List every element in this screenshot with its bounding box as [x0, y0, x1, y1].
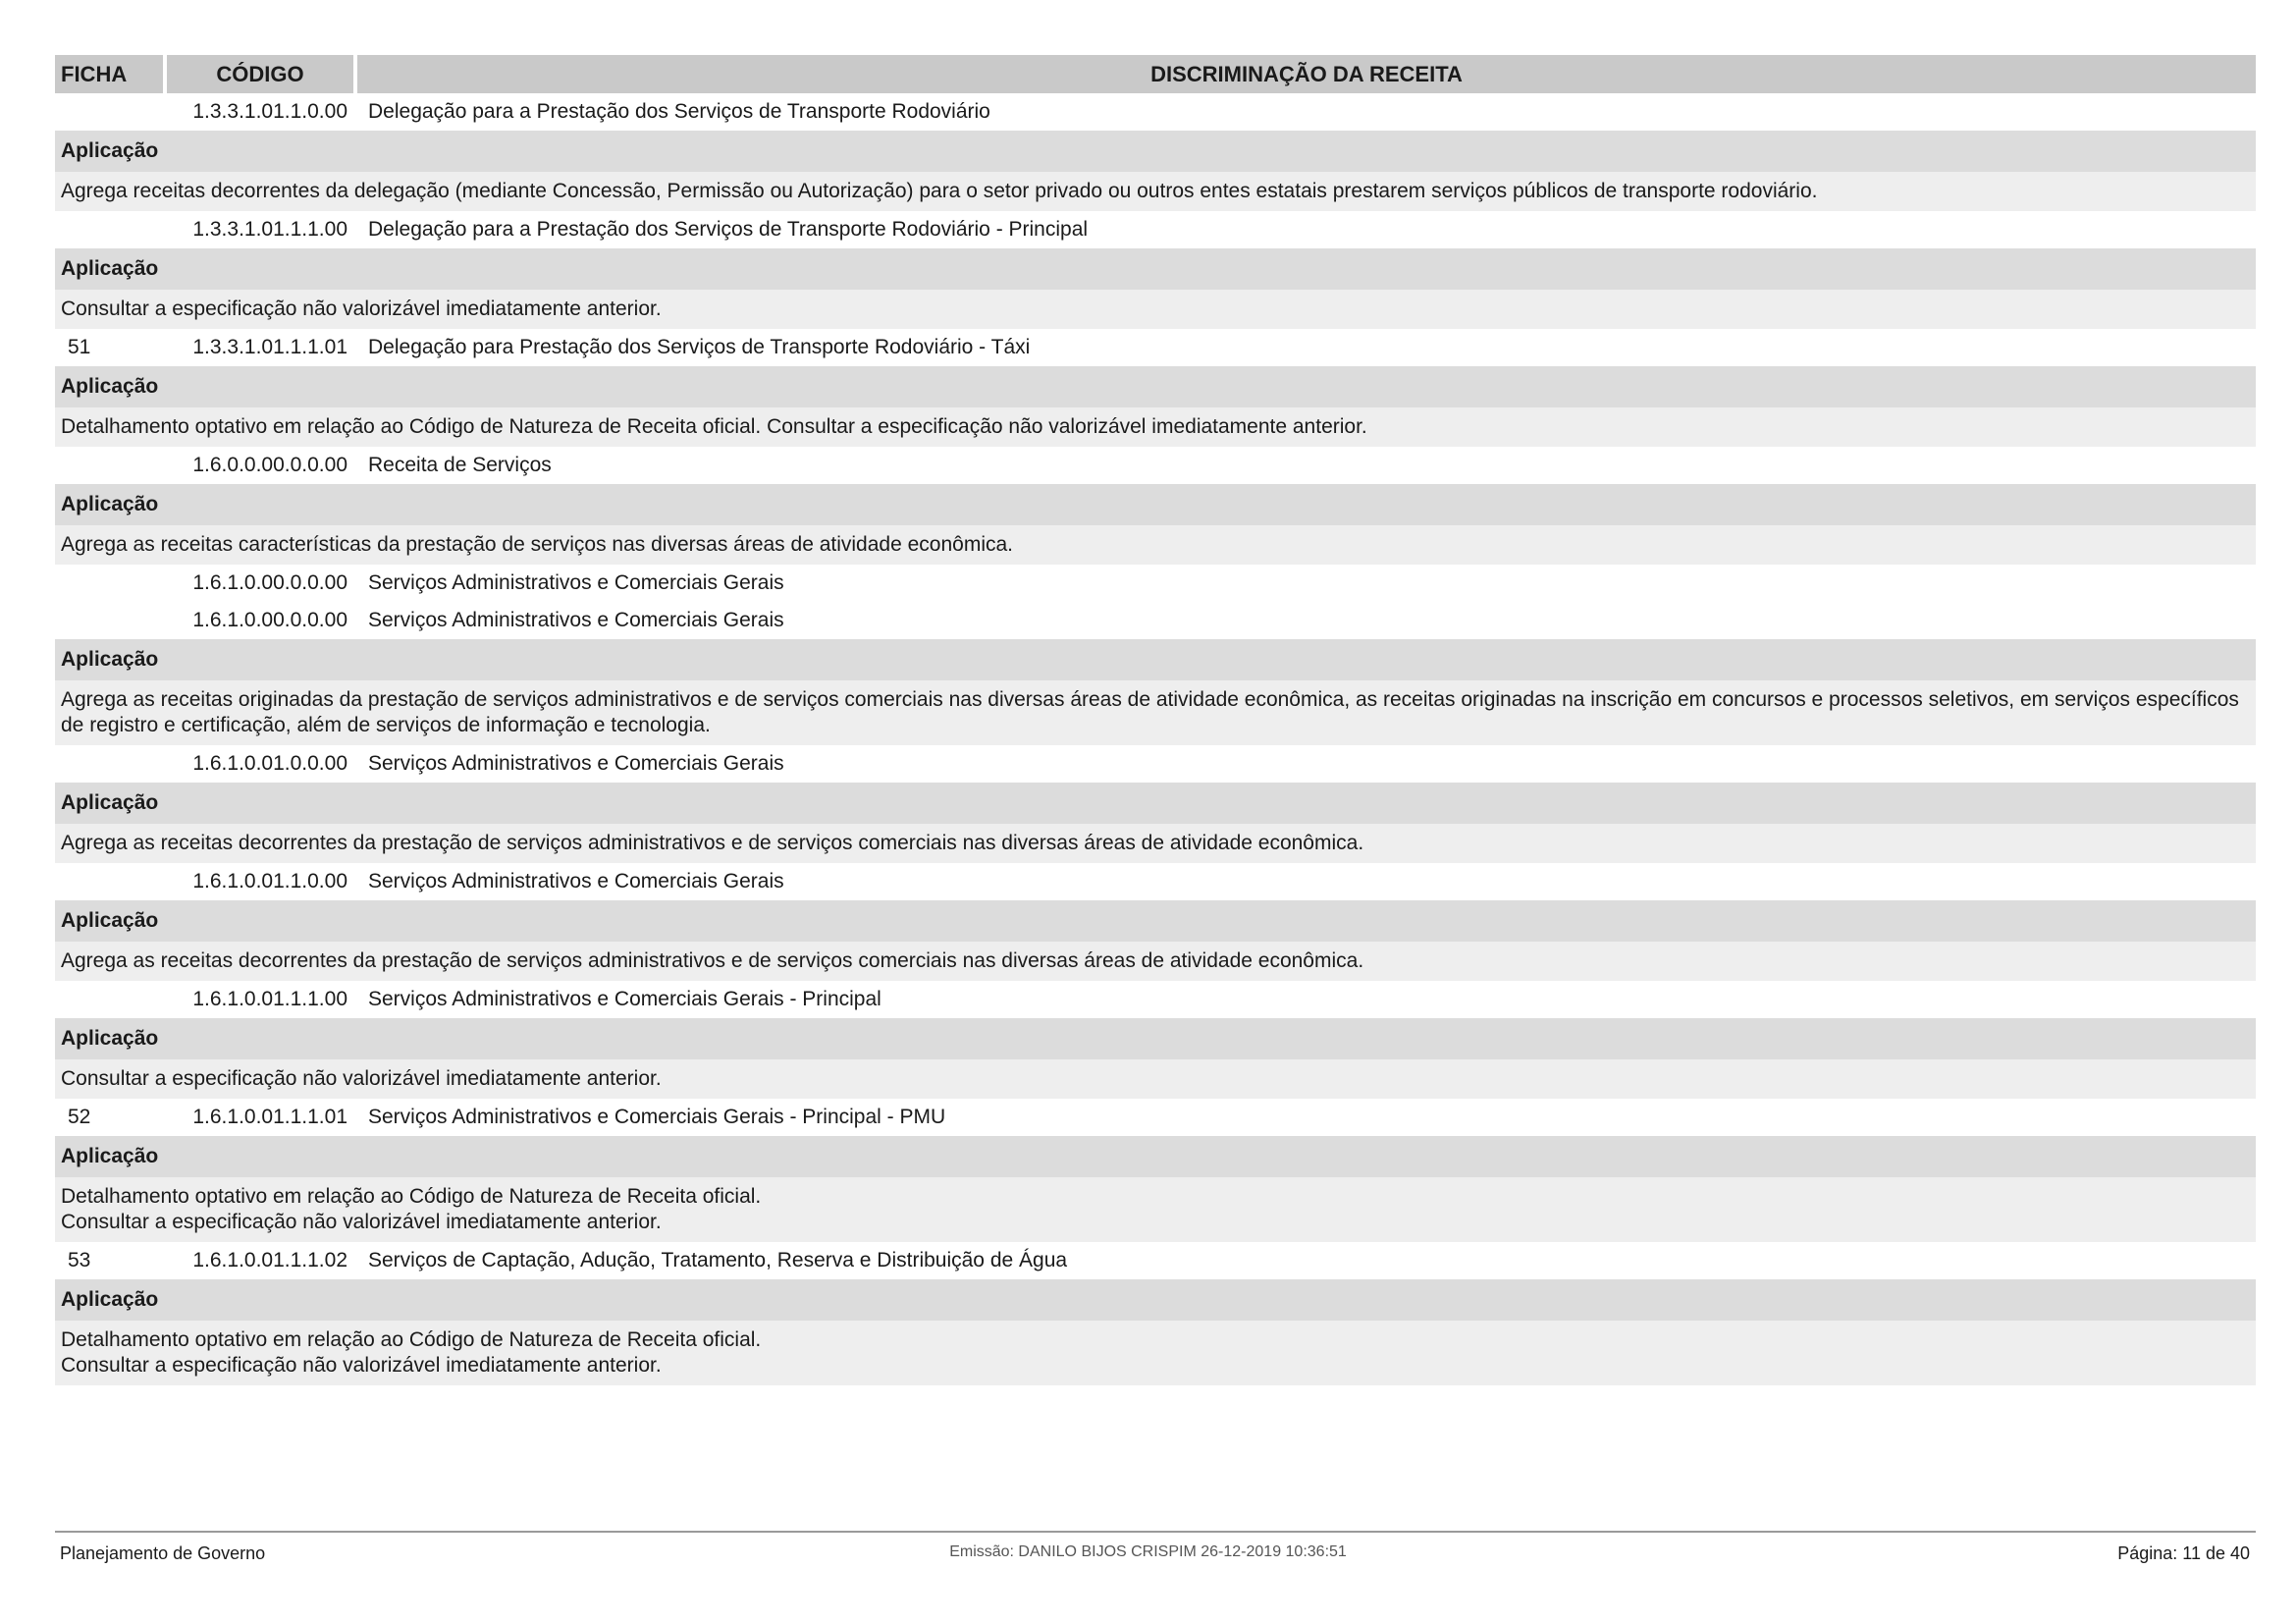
aplicacao-label: Aplicação [55, 484, 2256, 525]
ficha-cell: 51 [68, 336, 91, 358]
aplicacao-label: Aplicação [55, 900, 2256, 942]
aplicacao-text: Agrega as receitas originadas da prestação de serviços administrativos e de serviços comerciais nas diversas áreas de atividade econômica, as receitas originadas na inscrição em concursos e processos seletivos, em serviços específicos de registro e certificação, além de serviços de informação e tecnologia. [55, 680, 2256, 745]
table-row [55, 565, 2256, 602]
table-row [55, 1099, 2256, 1136]
receita-table [55, 55, 2256, 1385]
discriminacao-cell: Delegação para Prestação dos Serviços de Transporte Rodoviário - Táxi [368, 336, 1031, 358]
table-row [55, 1242, 2256, 1279]
aplicacao-label: Aplicação [55, 639, 2256, 680]
table-header [55, 55, 2256, 93]
aplicacao-label: Aplicação [55, 1136, 2256, 1177]
codigo-cell: 1.3.3.1.01.1.0.00 [192, 100, 347, 123]
table-row [55, 863, 2256, 900]
aplicacao-label: Aplicação [55, 783, 2256, 824]
aplicacao-text: Agrega as receitas decorrentes da prestação de serviços administrativos e de serviços comerciais nas diversas áreas de atividade econômica. [55, 824, 2256, 863]
aplicacao-label: Aplicação [55, 1018, 2256, 1059]
discriminacao-cell: Serviços de Captação, Adução, Tratamento, Reserva e Distribuição de Água [368, 1249, 1068, 1271]
aplicacao-text: Consultar a especificação não valorizável imediatamente anterior. [55, 1059, 2256, 1099]
header-ficha: FICHA [55, 55, 163, 93]
table-row [55, 211, 2256, 248]
table-row [55, 93, 2256, 131]
header-discriminacao: DISCRIMINAÇÃO DA RECEITA [357, 55, 2256, 93]
aplicacao-label: Aplicação [55, 366, 2256, 407]
aplicacao-text: Agrega as receitas características da prestação de serviços nas diversas áreas de atividade econômica. [55, 525, 2256, 565]
codigo-cell: 1.6.1.0.01.1.0.00 [192, 870, 347, 893]
discriminacao-cell: Serviços Administrativos e Comerciais Gerais [368, 571, 784, 594]
codigo-cell: 1.6.0.0.00.0.0.00 [192, 454, 347, 476]
codigo-cell: 1.6.1.0.00.0.0.00 [192, 571, 347, 594]
codigo-cell: 1.3.3.1.01.1.1.00 [192, 218, 347, 241]
ficha-cell: 53 [68, 1249, 91, 1271]
aplicacao-text: Detalhamento optativo em relação ao Código de Natureza de Receita oficial. Consultar a especificação não valorizável imediatamente anterior. [55, 1177, 2256, 1242]
aplicacao-text: Detalhamento optativo em relação ao Código de Natureza de Receita oficial. Consultar a especificação não valorizável imediatamente anterior. [55, 1321, 2256, 1385]
aplicacao-label: Aplicação [55, 248, 2256, 290]
discriminacao-cell: Delegação para a Prestação dos Serviços de Transporte Rodoviário - Principal [368, 218, 1089, 241]
codigo-cell: 1.3.3.1.01.1.1.01 [192, 336, 347, 358]
table-row [55, 447, 2256, 484]
discriminacao-cell: Serviços Administrativos e Comerciais Gerais - Principal [368, 988, 881, 1010]
aplicacao-text: Consultar a especificação não valorizável imediatamente anterior. [55, 290, 2256, 329]
table-body [55, 93, 2256, 1385]
footer-divider [55, 1531, 2256, 1533]
codigo-cell: 1.6.1.0.01.1.1.02 [192, 1249, 347, 1271]
footer-emission: Emissão: DANILO BIJOS CRISPIM 26-12-2019 10:36:51 [949, 1543, 1347, 1560]
footer-org: Planejamento de Governo [60, 1543, 266, 1563]
codigo-cell: 1.6.1.0.01.1.1.00 [192, 988, 347, 1010]
codigo-cell: 1.6.1.0.00.0.0.00 [192, 609, 347, 631]
table-row [55, 981, 2256, 1018]
discriminacao-cell: Delegação para a Prestação dos Serviços de Transporte Rodoviário [368, 100, 990, 123]
aplicacao-text: Detalhamento optativo em relação ao Código de Natureza de Receita oficial. Consultar a especificação não valorizável imediatamente anterior. [55, 407, 2256, 447]
table-row [55, 602, 2256, 639]
codigo-cell: 1.6.1.0.01.0.0.00 [192, 752, 347, 775]
discriminacao-cell: Receita de Serviços [368, 454, 552, 476]
header-codigo: CÓDIGO [167, 55, 353, 93]
aplicacao-label: Aplicação [55, 1279, 2256, 1321]
discriminacao-cell: Serviços Administrativos e Comerciais Gerais [368, 609, 784, 631]
table-row [55, 745, 2256, 783]
aplicacao-label: Aplicação [55, 131, 2256, 172]
codigo-cell: 1.6.1.0.01.1.1.01 [192, 1106, 347, 1128]
table-row [55, 329, 2256, 366]
discriminacao-cell: Serviços Administrativos e Comerciais Gerais - Principal - PMU [368, 1106, 946, 1128]
aplicacao-text: Agrega receitas decorrentes da delegação (mediante Concessão, Permissão ou Autorização) para o setor privado ou outros entes estatais prestarem serviços públicos de transporte rodoviário. [55, 172, 2256, 211]
ficha-cell: 52 [68, 1106, 91, 1128]
footer-page-number: Página: 11 de 40 [2117, 1543, 2250, 1563]
discriminacao-cell: Serviços Administrativos e Comerciais Gerais [368, 752, 784, 775]
aplicacao-text: Agrega as receitas decorrentes da prestação de serviços administrativos e de serviços comerciais nas diversas áreas de atividade econômica. [55, 942, 2256, 981]
discriminacao-cell: Serviços Administrativos e Comerciais Gerais [368, 870, 784, 893]
